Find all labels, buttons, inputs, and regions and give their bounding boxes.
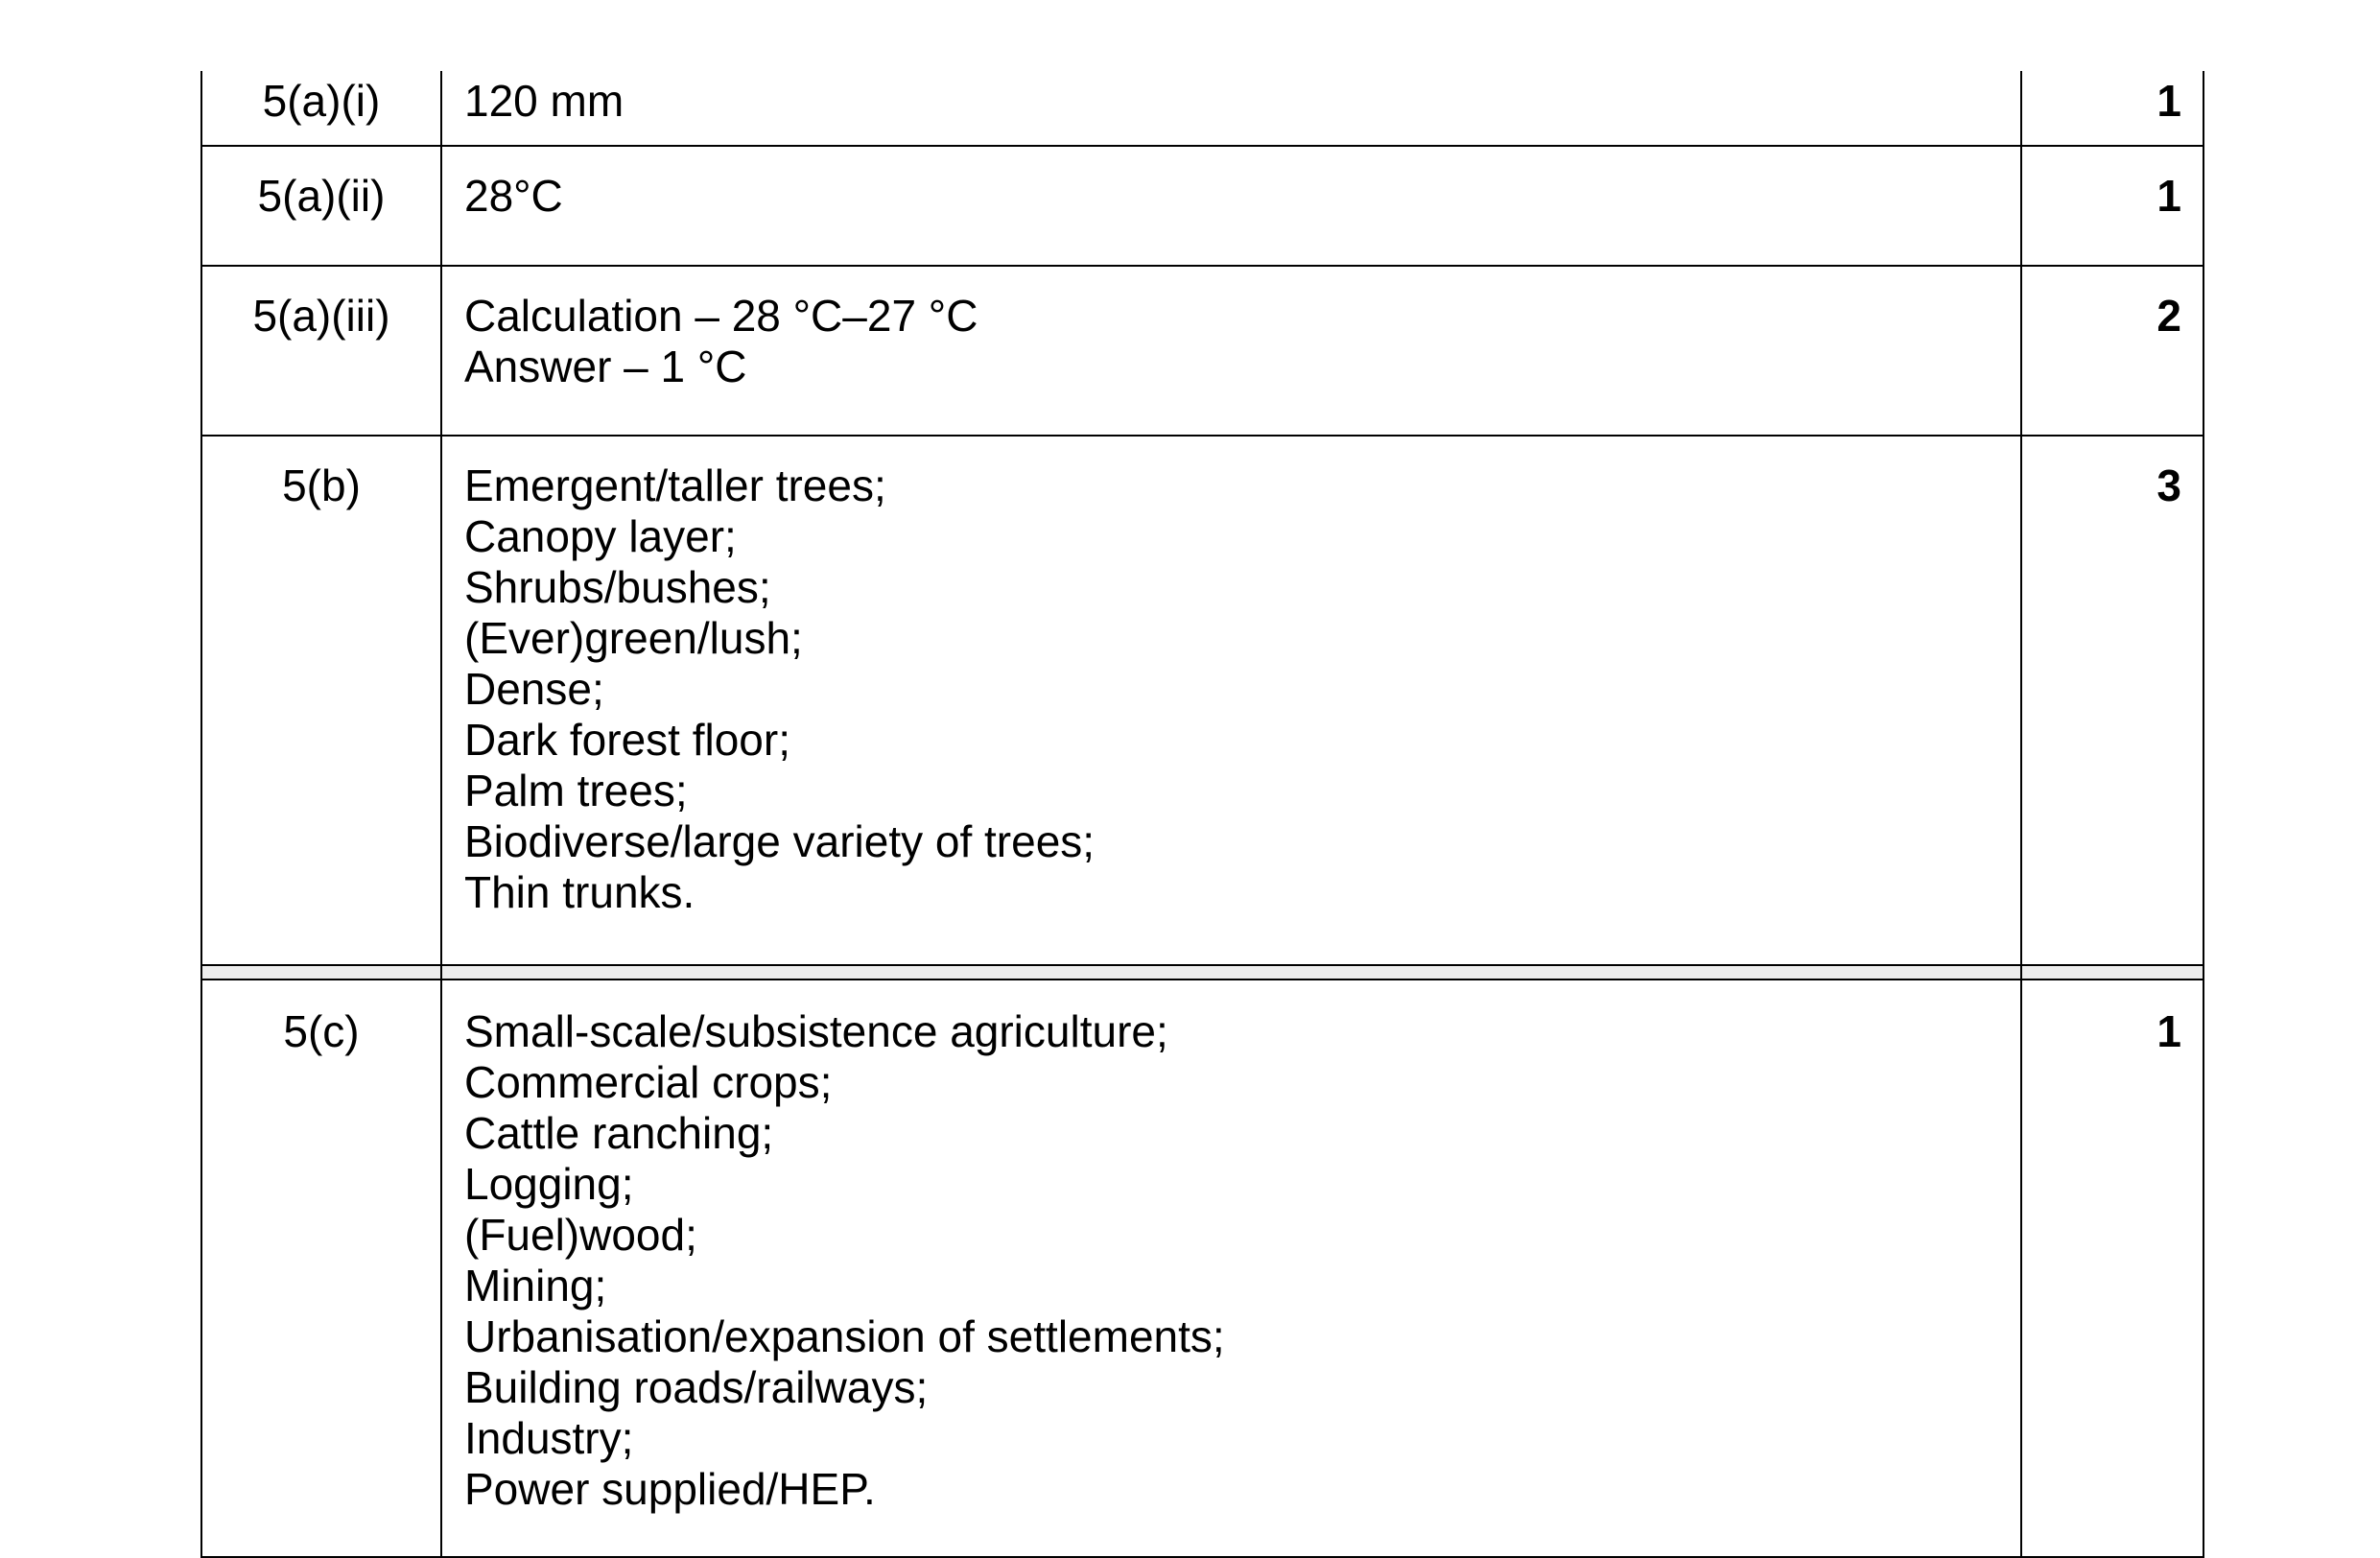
answer-line: Urbanisation/expansion of settlements; [464,1311,1225,1361]
answer-line: Dark forest floor; [464,715,790,765]
marks-cell: 2 [2021,266,2203,436]
answer-line: Answer – 1 °C [464,342,747,391]
table-row [201,146,2203,266]
answer-line: Industry; [464,1413,634,1463]
question-number: 5(b) [201,436,441,965]
marks-cell: 3 [2021,436,2203,965]
answer-cell [441,980,2021,1557]
question-number: 5(a)(ii) [201,146,441,266]
answer-line: Dense; [464,664,604,714]
table-row [201,266,2203,436]
answer-line: Small-scale/subsistence agriculture; [464,1006,1168,1056]
table-divider-row [201,965,2203,980]
answer-line: Cattle ranching; [464,1108,774,1158]
question-number: 5(a)(iii) [201,266,441,436]
marks-cell: 1 [2021,146,2203,266]
answer-line: Shrubs/bushes; [464,562,771,612]
mark-scheme-table [200,71,2204,1558]
answer-line: Power supplied/HEP. [464,1464,876,1514]
marks-cell: 1 [2021,980,2203,1557]
divider-cell [441,965,2021,980]
answer-line: Thin trunks. [464,867,695,917]
answer-line: (Ever)green/lush; [464,613,803,663]
divider-cell [2021,965,2203,980]
question-number: 5(a)(i) [201,71,441,146]
table-row [201,436,2203,965]
table-row [201,980,2203,1557]
answer-line: Biodiverse/large variety of trees; [464,816,1096,866]
answer-cell [441,146,2021,266]
table-row [201,71,2203,146]
question-number: 5(c) [201,980,441,1557]
divider-cell [201,965,441,980]
answer-line: Commercial crops; [464,1057,833,1107]
answer-line: Canopy layer; [464,511,737,561]
answer-line: Logging; [464,1159,634,1209]
answer-line: (Fuel)wood; [464,1210,697,1260]
answer-line: 120 mm [464,76,624,126]
answer-line: Palm trees; [464,766,688,815]
answer-line: 28°C [464,171,563,221]
answer-line: Mining; [464,1261,607,1310]
answer-cell [441,266,2021,436]
answer-cell [441,436,2021,965]
answer-line: Calculation – 28 °C–27 °C [464,291,978,341]
marks-cell: 1 [2021,71,2203,146]
answer-line: Building roads/railways; [464,1362,929,1412]
answer-cell [441,71,2021,146]
answer-line: Emergent/taller trees; [464,460,886,510]
